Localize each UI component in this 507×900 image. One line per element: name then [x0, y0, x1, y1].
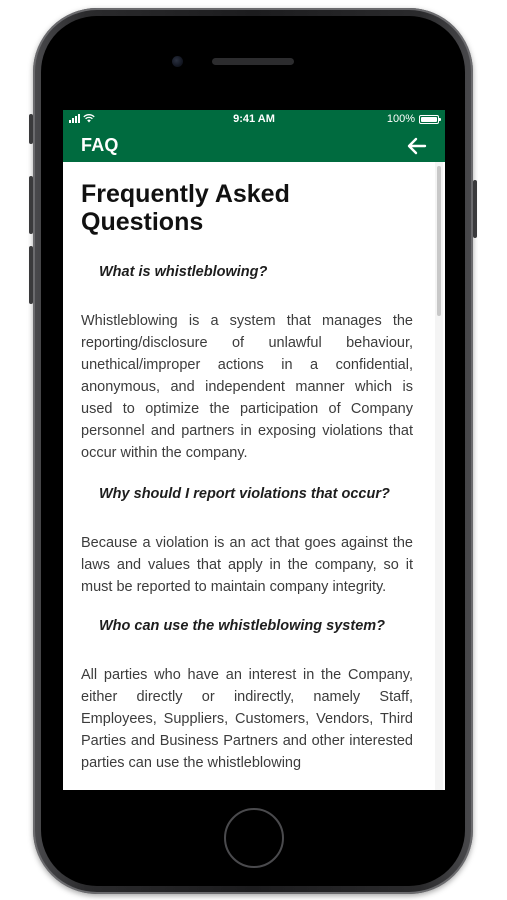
scrollbar-thumb[interactable]: [437, 166, 441, 316]
app-header: [63, 129, 445, 162]
status-time: 9:41 AM: [233, 113, 275, 125]
status-bar: [63, 110, 445, 129]
volume-up-button: [29, 176, 33, 234]
faq-question: What is whistleblowing?: [99, 264, 268, 280]
home-button[interactable]: [224, 808, 284, 868]
earpiece-speaker: [212, 58, 294, 65]
faq-answer: All parties who have an interest in the Company, either directly or indirectly, namely Staff, Employees, Suppliers, Customers, Vendors, Third Parties and Business Partners and other interested parties can use the whistleblowing: [81, 667, 413, 771]
page-title: Frequently Asked Questions: [81, 180, 290, 236]
header-title: FAQ: [81, 135, 119, 155]
mute-switch: [29, 114, 33, 144]
front-camera: [172, 56, 183, 67]
faq-answer: Whistleblowing is a system that manages the reporting/disclosure of unlawful behaviour, unethical/improper actions in a confidential, anonymous, and independent manner which is used to optimize the participation of Company personnel and partners in exposing violations that occur within the company.: [81, 313, 413, 461]
app-screen: [63, 110, 445, 790]
volume-down-button: [29, 246, 33, 304]
faq-answer: Because a violation is an act that goes against the laws and values that apply in the company, so it must be reported to maintain company integrity.: [81, 535, 413, 595]
battery-icon: [419, 115, 439, 124]
faq-question: Why should I report violations that occur?: [99, 486, 390, 502]
faq-question: Who can use the whistleblowing system?: [99, 618, 386, 634]
power-button: [473, 180, 477, 238]
faq-content[interactable]: [81, 162, 413, 790]
battery-percentage: 100%: [386, 113, 415, 125]
scrollbar[interactable]: [435, 162, 443, 790]
status-right: [387, 113, 439, 125]
arrow-left-icon[interactable]: [405, 134, 429, 158]
